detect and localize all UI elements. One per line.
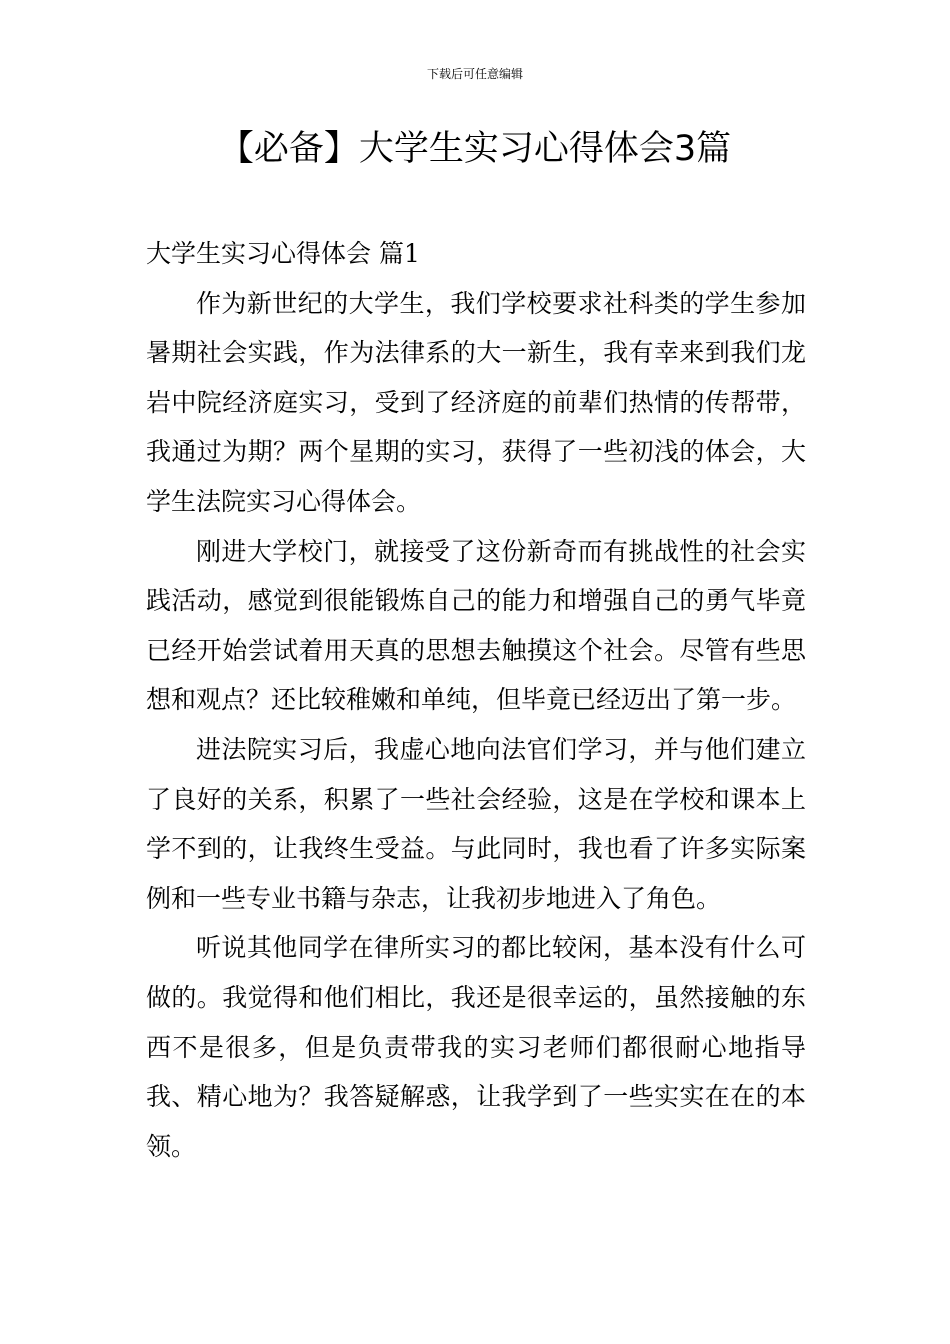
header-note: 下载后可任意编辑: [426, 67, 523, 81]
document-body: [146, 229, 806, 1171]
section-heading: 大学生实习心得体会 篇1: [146, 239, 420, 268]
paragraph-4: 听说其他同学在律所实习的都比较闲，基本没有什么可做的。我觉得和他们相比，我还是很幸运的，虽然接触的东西不是很多，但是负责带我的实习老师们都很耐心地指导我、精心地为？我答疑解惑，让我学到了一些实实在在的本领。: [146, 933, 806, 1161]
paragraph-3: 进法院实习后，我虚心地向法官们学习，并与他们建立了良好的关系，积累了一些社会经验，这是在学校和课本上学不到的，让我终生受益。与此同时，我也看了许多实际案例和一些专业书籍与杂志，让我初步地进入了角色。: [146, 734, 806, 913]
paragraph-1: 作为新世纪的大学生，我们学校要求社科类的学生参加暑期社会实践，作为法律系的大一新生，我有幸来到我们龙岩中院经济庭实习，受到了经济庭的前辈们热情的传帮带，我通过为期？两个星期的实习，获得了一些初浅的体会，大学生法院实习心得体会。: [146, 288, 806, 516]
paragraph-2: 刚进大学校门，就接受了这份新奇而有挑战性的社会实践活动，感觉到很能锻炼自己的能力和增强自己的勇气毕竟已经开始尝试着用天真的思想去触摸这个社会。尽管有些思想和观点？还比较稚嫩和单纯，但毕竟已经迈出了第一步。: [146, 536, 806, 715]
document-title: 【必备】大学生实习心得体会3篇: [218, 129, 732, 169]
